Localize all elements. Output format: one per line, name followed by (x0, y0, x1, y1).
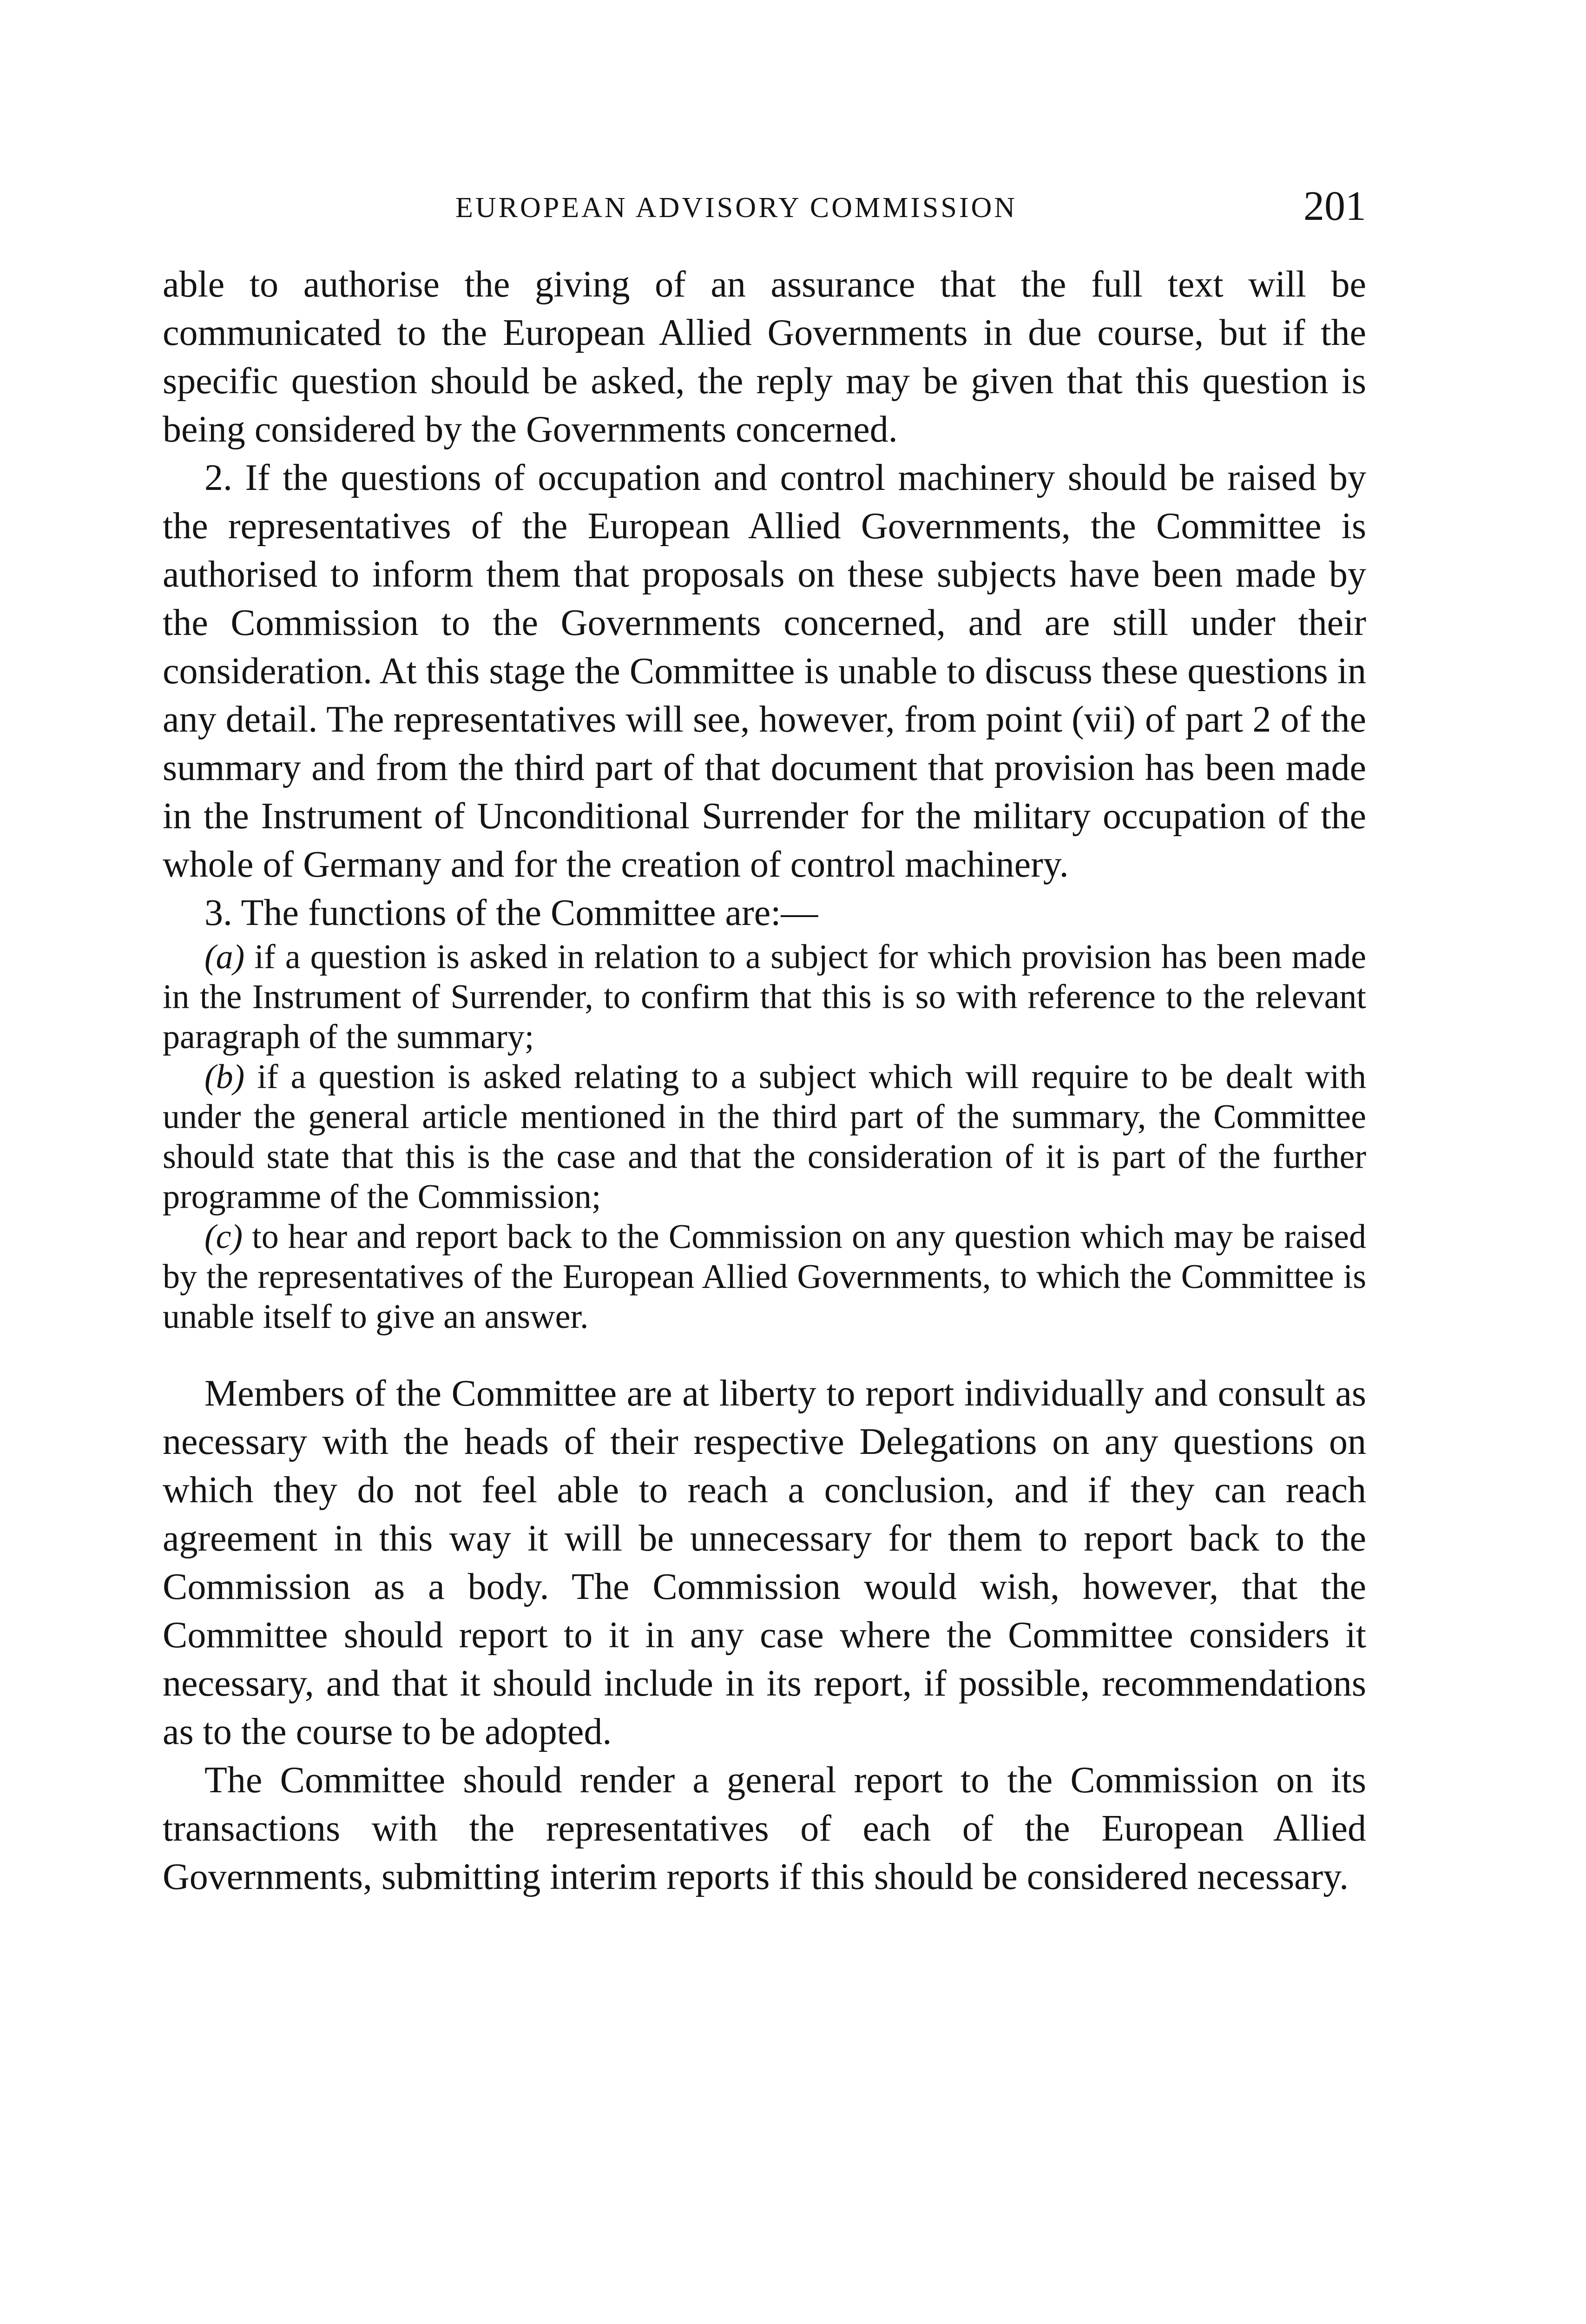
function-text-b: if a question is asked relating to a subject which will require to be dealt with under the general article mentioned in the third part of the summary, the Committee should state that this is the case and that the consideration of it is part of the further programme of the Commission; (163, 1058, 1366, 1216)
function-label-c: (c) (204, 1218, 243, 1256)
paragraph-2: 2. If the questions of occupation and control machinery should be raised by the representatives of the European Allied Governments, the Committee is authorised to inform them that proposals on these subjects have been made by the Commission to the Governments concerned, and are still under their consideration. At this stage the Committee is unable to discuss these questions in any detail. The representatives will see, however, from point (vii) of part 2 of the summary and from the third part of that document that provision has been made in the Instrument of Unconditional Surrender for the military occupation of the whole of Germany and for the creation of control machinery. (163, 457, 1366, 885)
function-text-a: if a question is asked in relation to a subject for which provision has been made in the Instrument of Surrender, to confirm that this is so with reference to the relevant paragraph of the summary; (163, 938, 1366, 1056)
function-text-c: to hear and report back to the Commission on any question which may be raised by the representatives of the European Allied Governments, to which the Committee is unable itself to give an answer. (163, 1218, 1366, 1336)
body-text (163, 260, 1366, 1901)
running-title: EUROPEAN ADVISORY COMMISSION (455, 192, 1018, 224)
function-item-b (163, 1057, 1366, 1217)
function-item-a (163, 937, 1366, 1057)
paragraph-members: Members of the Committee are at liberty to report individually and consult as necessary with the heads of their respective Delegations on any questions on which they do not feel able to reach a conclusion, and if they can reach agreement in this way it will be unnecessary for them to report back to the Commission as a body. The Commission would wish, however, that the Committee should report to it in any case where the Committee considers it necessary, and that it should include in its report, if possible, recommendations as to the course to be adopted. (163, 1373, 1366, 1752)
function-item-c (163, 1217, 1366, 1337)
running-head (163, 182, 1366, 238)
function-label-a: (a) (204, 938, 245, 976)
functions-list (163, 937, 1366, 1337)
paragraph-continuation: able to authorise the giving of an assurance that the full text will be communicated to the European Allied Governments in due course, but if the specific question should be asked, the reply may be given that this question is being considered by the Governments concerned. (163, 264, 1366, 450)
page-number: 201 (1303, 183, 1366, 229)
paragraph-3: 3. The functions of the Committee are:— (204, 892, 818, 933)
paragraph-general-report: The Committee should render a general report to the Commission on its transactions with the representatives of each of the European Allied Governments, submitting interim reports if this should be considered necessary. (163, 1760, 1366, 1897)
function-label-b: (b) (204, 1058, 245, 1096)
